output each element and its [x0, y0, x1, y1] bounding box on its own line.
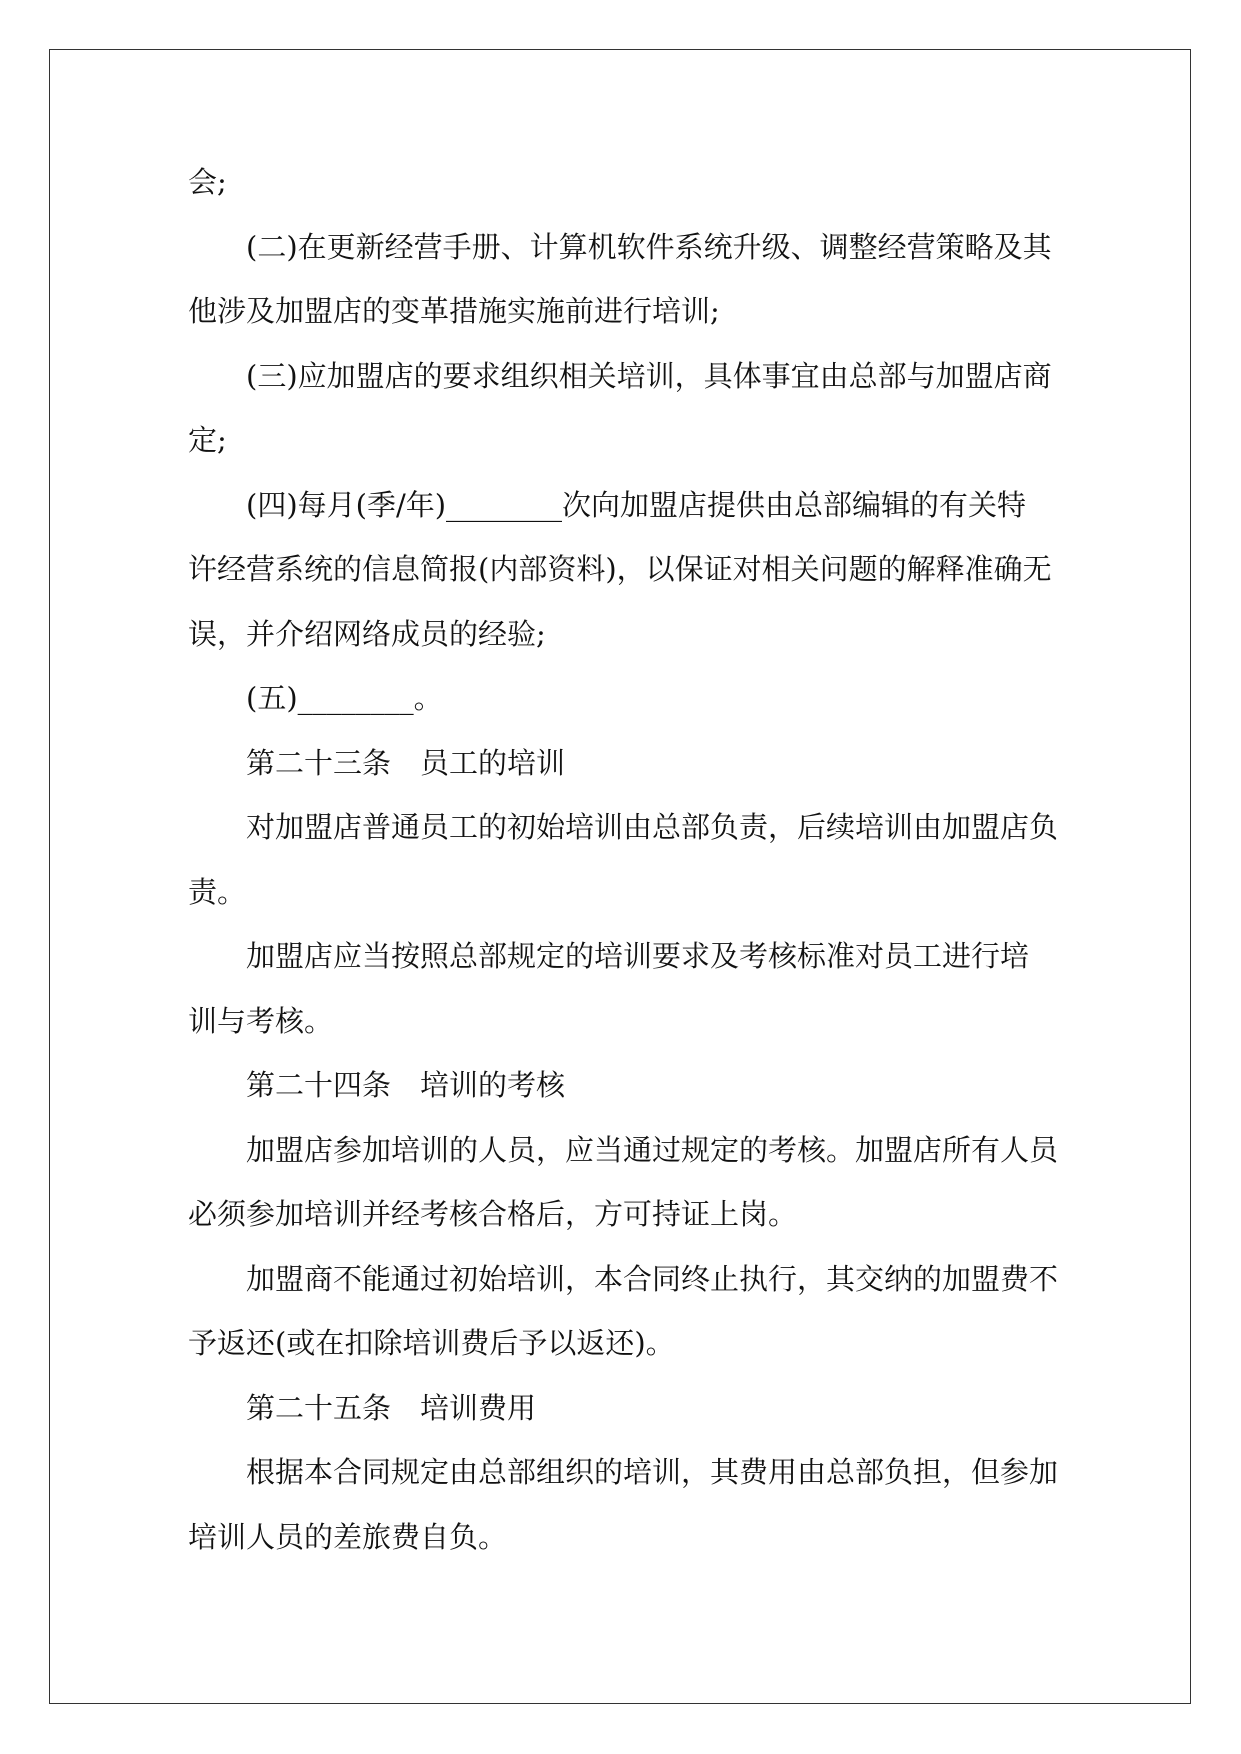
paragraph	[188, 344, 1058, 473]
text-line: 责。	[188, 874, 247, 909]
text-line: 加盟店参加培训的人员，应当通过规定的考核。加盟店所有人员	[246, 1132, 1059, 1167]
text-line: (三)应加盟店的要求组织相关培训，具体事宜由总部与加盟店商	[246, 358, 1052, 393]
text-line: 第二十五条 培训费用	[246, 1390, 537, 1425]
paragraph	[188, 795, 1058, 924]
text-line: 加盟商不能通过初始培训，本合同终止执行，其交纳的加盟费不	[246, 1261, 1059, 1296]
text-line: 误，并介绍网络成员的经验;	[188, 616, 546, 651]
text-line: 根据本合同规定由总部组织的培训，其费用由总部负担，但参加	[246, 1455, 1059, 1489]
text-line: 必须参加培训并经考核合格后，方可持证上岗。	[188, 1197, 798, 1231]
text-line: 培训人员的差旅费自负。	[188, 1519, 508, 1554]
paragraph	[188, 150, 1058, 215]
text-line: (五)________。	[246, 681, 443, 715]
text-line: 会;	[188, 165, 227, 199]
text-line: 他涉及加盟店的变革措施实施前进行培训;	[188, 294, 720, 328]
paragraph	[188, 473, 1058, 667]
paragraph	[188, 1118, 1058, 1247]
paragraph	[188, 1376, 1058, 1441]
text-line: 第二十四条 培训的考核	[246, 1068, 566, 1102]
paragraph	[188, 1440, 1058, 1569]
paragraph	[188, 666, 1058, 731]
paragraph	[188, 1053, 1058, 1118]
text-line: 定;	[188, 423, 227, 457]
paragraph	[188, 924, 1058, 1053]
text-line: 予返还(或在扣除培训费后予以返还)。	[188, 1326, 675, 1360]
text-line: 加盟店应当按照总部规定的培训要求及考核标准对员工进行培	[246, 939, 1030, 973]
text-line: 对加盟店普通员工的初始培训由总部负责，后续培训由加盟店负	[246, 810, 1059, 844]
text-line: 许经营系统的信息简报(内部资料)，以保证对相关问题的解释准确无	[188, 552, 1052, 586]
text-line: (四)每月(季/年)________次向加盟店提供由总部编辑的有关特	[246, 487, 1027, 522]
text-line: (二)在更新经营手册、计算机软件系统升级、调整经营策略及其	[246, 229, 1052, 264]
text-line: 第二十三条 员工的培训	[246, 745, 566, 780]
paragraph	[188, 1247, 1058, 1376]
document-body	[188, 150, 1058, 1569]
paragraph	[188, 731, 1058, 796]
text-line: 训与考核。	[188, 1003, 334, 1038]
paragraph	[188, 215, 1058, 344]
